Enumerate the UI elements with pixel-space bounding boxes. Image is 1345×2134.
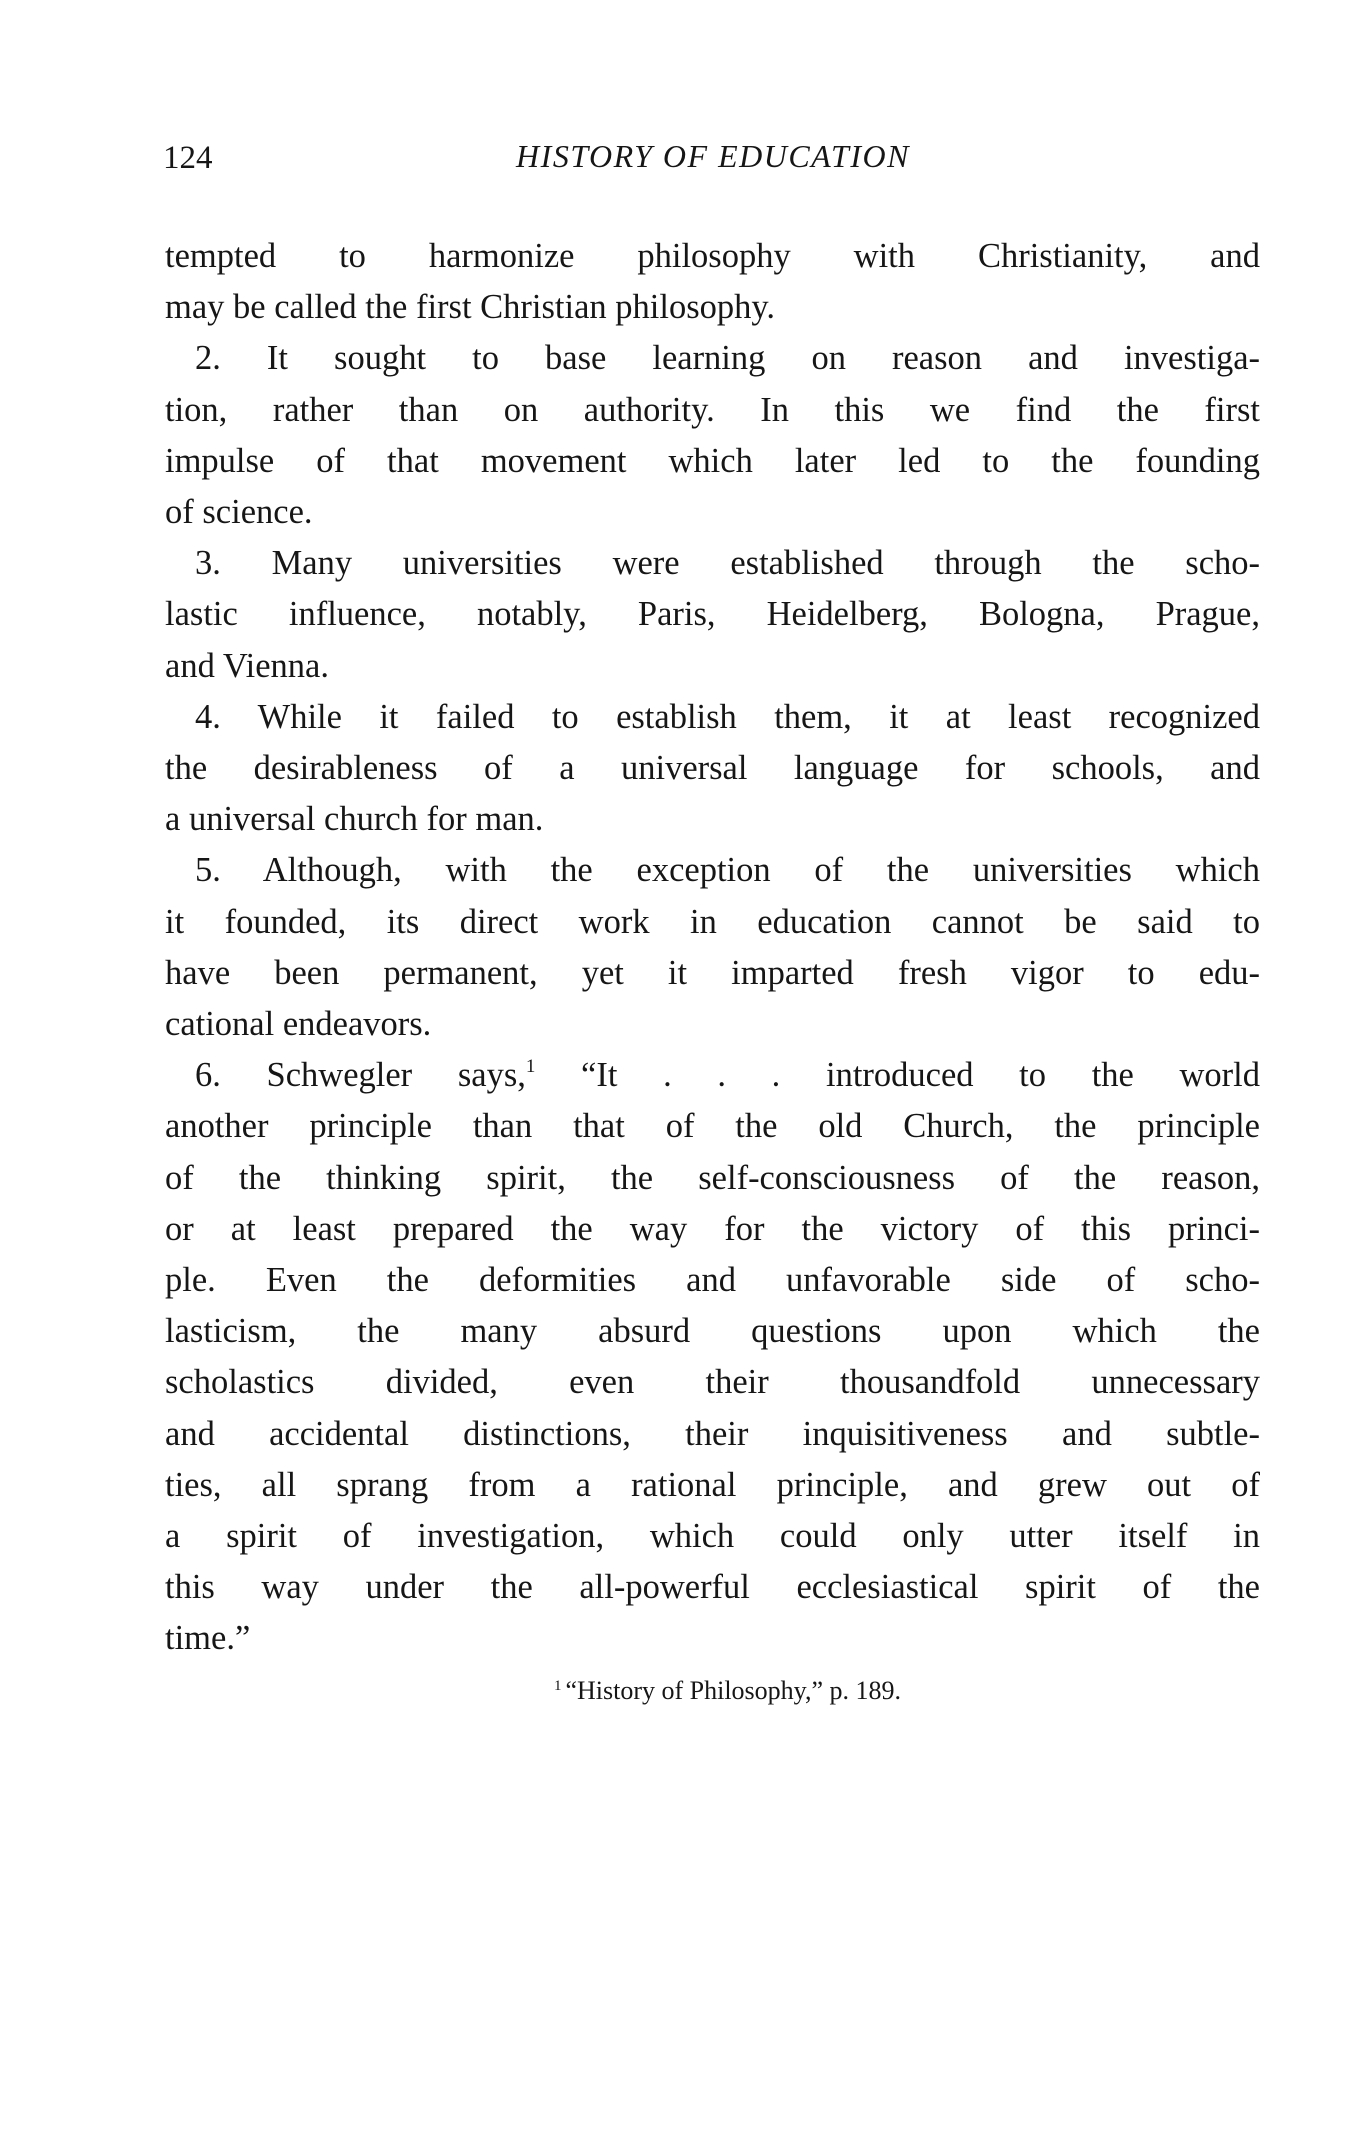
text-line-content: impulse of that movement which later led to the founding <box>165 441 1260 480</box>
text-line-content: 3. Many universities were established through the scho- <box>195 544 1260 583</box>
text-line <box>165 1362 1260 1402</box>
footnote-text: “History of Philosophy,” p. 189. <box>565 1676 902 1705</box>
text-line-content: a universal church for man. <box>165 800 544 839</box>
text-line-content: 6. Schwegler says, <box>195 1056 526 1095</box>
text-line-content: tion, rather than on authority. In this we find the first <box>165 390 1260 429</box>
text-line-content: have been permanent, yet it imparted fresh vigor to edu- <box>165 953 1260 992</box>
text-line <box>165 287 1260 327</box>
text-line <box>195 1055 1260 1095</box>
text-line <box>165 1260 1260 1300</box>
text-line-content: cational endeavors. <box>165 1005 432 1043</box>
text-line <box>165 1414 1260 1454</box>
text-line <box>165 594 1260 634</box>
text-line-content: 2. It sought to base learning on reason and investiga- <box>195 339 1260 378</box>
footnote-marker: 1 <box>553 1678 562 1694</box>
text-line <box>195 697 1260 737</box>
text-line-content: of science. <box>165 493 313 531</box>
text-line-content: may be called the first Christian philosophy. <box>165 288 776 327</box>
text-line <box>165 748 1260 788</box>
text-line-content: of the thinking spirit, the self-consciousness of the reason, <box>165 1158 1260 1197</box>
text-line <box>195 338 1260 378</box>
text-line <box>165 1567 1260 1607</box>
text-line <box>165 902 1260 942</box>
running-title: HISTORY OF EDUCATION <box>516 138 910 174</box>
text-line-content: ties, all sprang from a rational principle, and grew out of <box>165 1465 1260 1504</box>
text-line <box>165 1618 1260 1658</box>
text-line <box>165 1209 1260 1249</box>
footnote <box>0 1676 1345 1706</box>
text-line-content: and accidental distinctions, their inquisitiveness and subtle- <box>165 1414 1260 1453</box>
text-line-content: scholastics divided, even their thousandfold unnecessary <box>165 1363 1260 1402</box>
text-line <box>165 1158 1260 1198</box>
text-line-content: lasticism, the many absurd questions upon which the <box>165 1312 1260 1351</box>
text-line <box>165 1516 1260 1556</box>
text-line <box>195 850 1260 890</box>
text-line-content: another principle than that of the old Church, the principle <box>165 1107 1260 1146</box>
text-line <box>165 799 1260 839</box>
text-line <box>165 1465 1260 1505</box>
text-line <box>165 492 1260 532</box>
text-line-content: “It . . . introduced to the world <box>535 1056 1260 1095</box>
text-line <box>195 543 1260 583</box>
text-line-content: it founded, its direct work in education cannot be said to <box>165 902 1260 941</box>
text-line <box>165 646 1260 686</box>
text-line <box>165 236 1260 276</box>
text-line-content: 4. While it failed to establish them, it at least recognized <box>195 697 1260 736</box>
text-line-content: tempted to harmonize philosophy with Christianity, and <box>165 237 1260 275</box>
text-line-content: 5. Although, with the exception of the universities which <box>195 851 1260 890</box>
text-line-content: this way under the all-powerful ecclesiastical spirit of the <box>165 1568 1260 1607</box>
text-line <box>165 1106 1260 1146</box>
text-line <box>165 1311 1260 1351</box>
page-number: 124 <box>163 140 213 176</box>
text-line-content: lastic influence, notably, Paris, Heidelberg, Bologna, Prague, <box>165 595 1260 634</box>
text-line-content: a spirit of investigation, which could only utter itself in <box>165 1517 1260 1555</box>
text-line-content: or at least prepared the way for the victory of this princi- <box>165 1209 1260 1248</box>
footnote-reference: 1 <box>525 1056 536 1078</box>
text-line <box>165 1004 1260 1044</box>
text-line-content: the desirableness of a universal language for schools, and <box>165 749 1260 787</box>
text-line-content: time.” <box>165 1619 251 1658</box>
text-line <box>165 953 1260 993</box>
text-line-content: ple. Even the deformities and unfavorable side of scho- <box>165 1261 1260 1299</box>
text-line-content: and Vienna. <box>165 646 329 685</box>
text-line <box>165 390 1260 430</box>
text-line <box>165 441 1260 481</box>
